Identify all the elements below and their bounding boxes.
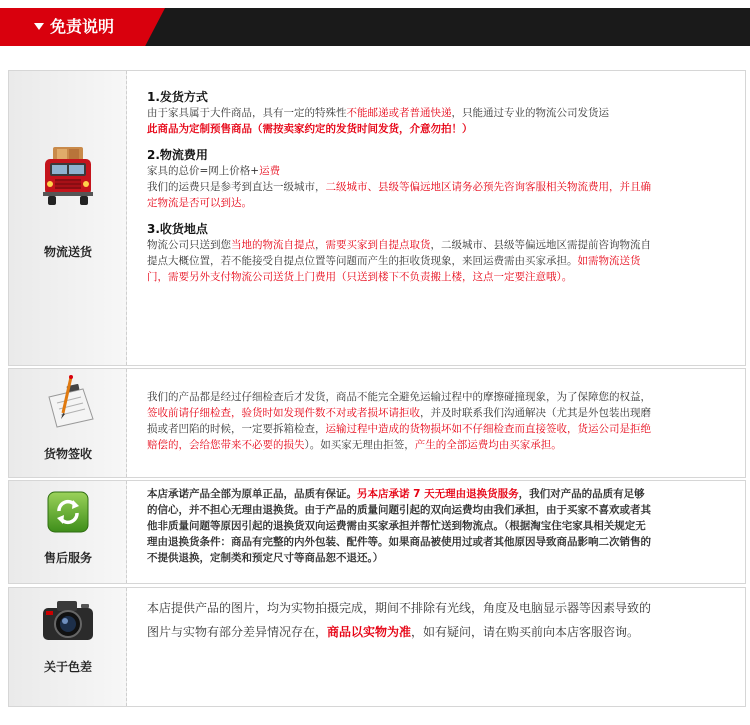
refresh-arrows-icon: [47, 491, 89, 533]
camera-icon: [41, 598, 95, 642]
disclaimer-banner: [0, 8, 750, 46]
aftersales-sidebar: [9, 481, 127, 583]
highlight-text: 产生的全部运费均由买家承担。: [414, 439, 562, 451]
aftersales-label: 售后服务: [43, 551, 92, 565]
text-fragment: 由于家具属于大件商品，具有一定的特殊性: [147, 107, 347, 119]
inspection-sidebar: [9, 369, 127, 477]
text-fragment: 本店承诺产品全部为原单正品，品质有保证。: [147, 488, 357, 500]
highlight-text: 不能邮递或者普通快递: [346, 107, 452, 119]
logistics-sidebar: [9, 71, 127, 365]
text-fragment: ，只能通过专业的物流公司发货运: [451, 107, 609, 119]
shipping-method-title: 1.发货方式: [147, 90, 208, 104]
logistics-content: [147, 85, 655, 285]
inspection-content: [147, 389, 655, 453]
text-fragment: ，并及时联系我们沟通解决（尤其是外包装出现磨损或者凹陷的时候，一定要拆箱检查，: [147, 407, 651, 435]
highlight-text: 运输过程中造成的货物损坏如不仔细检查而直接签收，货运公司是拒绝赔偿的，会给您带来不必要的损失: [147, 423, 651, 451]
truck-icon: [39, 145, 97, 207]
text-fragment: 物流公司只送到您: [147, 239, 231, 251]
text-fragment: 我们的产品都是经过仔细检查后才发货，商品不能完全避免运输过程中的摩擦碰撞现象，为了保障您的权益，: [147, 391, 651, 403]
highlight-text: 当地的物流自提点: [231, 239, 315, 251]
text-fragment: ）。如买家无理由拒签，: [304, 439, 415, 451]
highlight-text: 商品以实物为准: [327, 625, 412, 639]
text-fragment: ，如有疑问，请在购买前向本店客服咨询。: [411, 625, 640, 639]
highlight-text: 如需物流送货门，需要另外支付物流公司送货上门费用（只送到楼下不负责搬上楼，这点一定要注意哦）。: [147, 255, 641, 283]
text-fragment: 本店提供产品的图片，均为实物拍摄完成，期间不排除有光线，角度及电脑显示器等因素导致的图片与实物有部分差异情况存在，: [147, 601, 652, 639]
shipping-method-text: [147, 105, 655, 137]
aftersales-content: [147, 486, 655, 566]
text-fragment: ，: [315, 239, 326, 251]
highlight-text: 二级城市、县级等偏远地区请务必预先咨询客服相关物流费用，并且确定物流是否可以到达。: [147, 181, 651, 209]
highlight-text: 签收前请仔细检查，验货时如发现件数不对或者损坏请拒收: [147, 407, 420, 419]
presale-notice: 此商品为定制预售商品（需按卖家约定的发货时间发货，介意勿拍！）: [147, 123, 473, 135]
clipboard-pen-icon: [41, 375, 97, 431]
inspection-label: 货物签收: [43, 447, 92, 461]
inspection-section: [8, 368, 746, 478]
color-difference-sidebar: [9, 588, 127, 706]
highlight-text: 需要买家到自提点取货: [325, 239, 431, 251]
text-fragment: 家具的总价=网上价格+: [147, 165, 260, 177]
return-policy-highlight: 另本店承诺 7 天无理由退换货服务: [357, 488, 519, 500]
text-fragment: ，我们对产品的品质有足够的信心，并不担心无理由退换货。由于产品的质量问题引起的双向运费均由我们承担，由于买家不喜欢或者其他非质量问题等原因引起的退换货双向运费需由买家承担并帮忙送到物流点。（根据淘宝住宅家具相关规定无理由退换货条件：商品有完整的内外包装、配件等。如果商品被使用过或者其他原因导致商品影响二次销售的不提供退换，定制类和预定尺寸等商品恕不退还。）: [147, 488, 651, 564]
delivery-location-text: [147, 237, 655, 285]
logistics-section: [8, 70, 746, 366]
logistics-label: 物流送货: [43, 245, 92, 259]
color-difference-content: [147, 596, 655, 644]
highlight-text: 运费: [259, 165, 281, 177]
color-difference-section: [8, 587, 746, 707]
text-fragment: 我们的运费只是参考到直达一级城市，: [147, 181, 326, 193]
shipping-fee-text: [147, 163, 655, 211]
delivery-location-title: 3.收货地点: [147, 222, 208, 236]
triangle-down-icon: [34, 23, 44, 30]
banner-title: 免责说明: [50, 17, 115, 36]
text-fragment: ，二级城市、县级等偏远地区需提前咨询物流自提点大概位置，若不能接受自提点位置等问题而产生的拒收货现象，来回运费需由买家承担。: [147, 239, 651, 267]
shipping-fee-title: 2.物流费用: [147, 148, 208, 162]
color-difference-label: 关于色差: [43, 660, 92, 674]
aftersales-section: [8, 480, 746, 584]
